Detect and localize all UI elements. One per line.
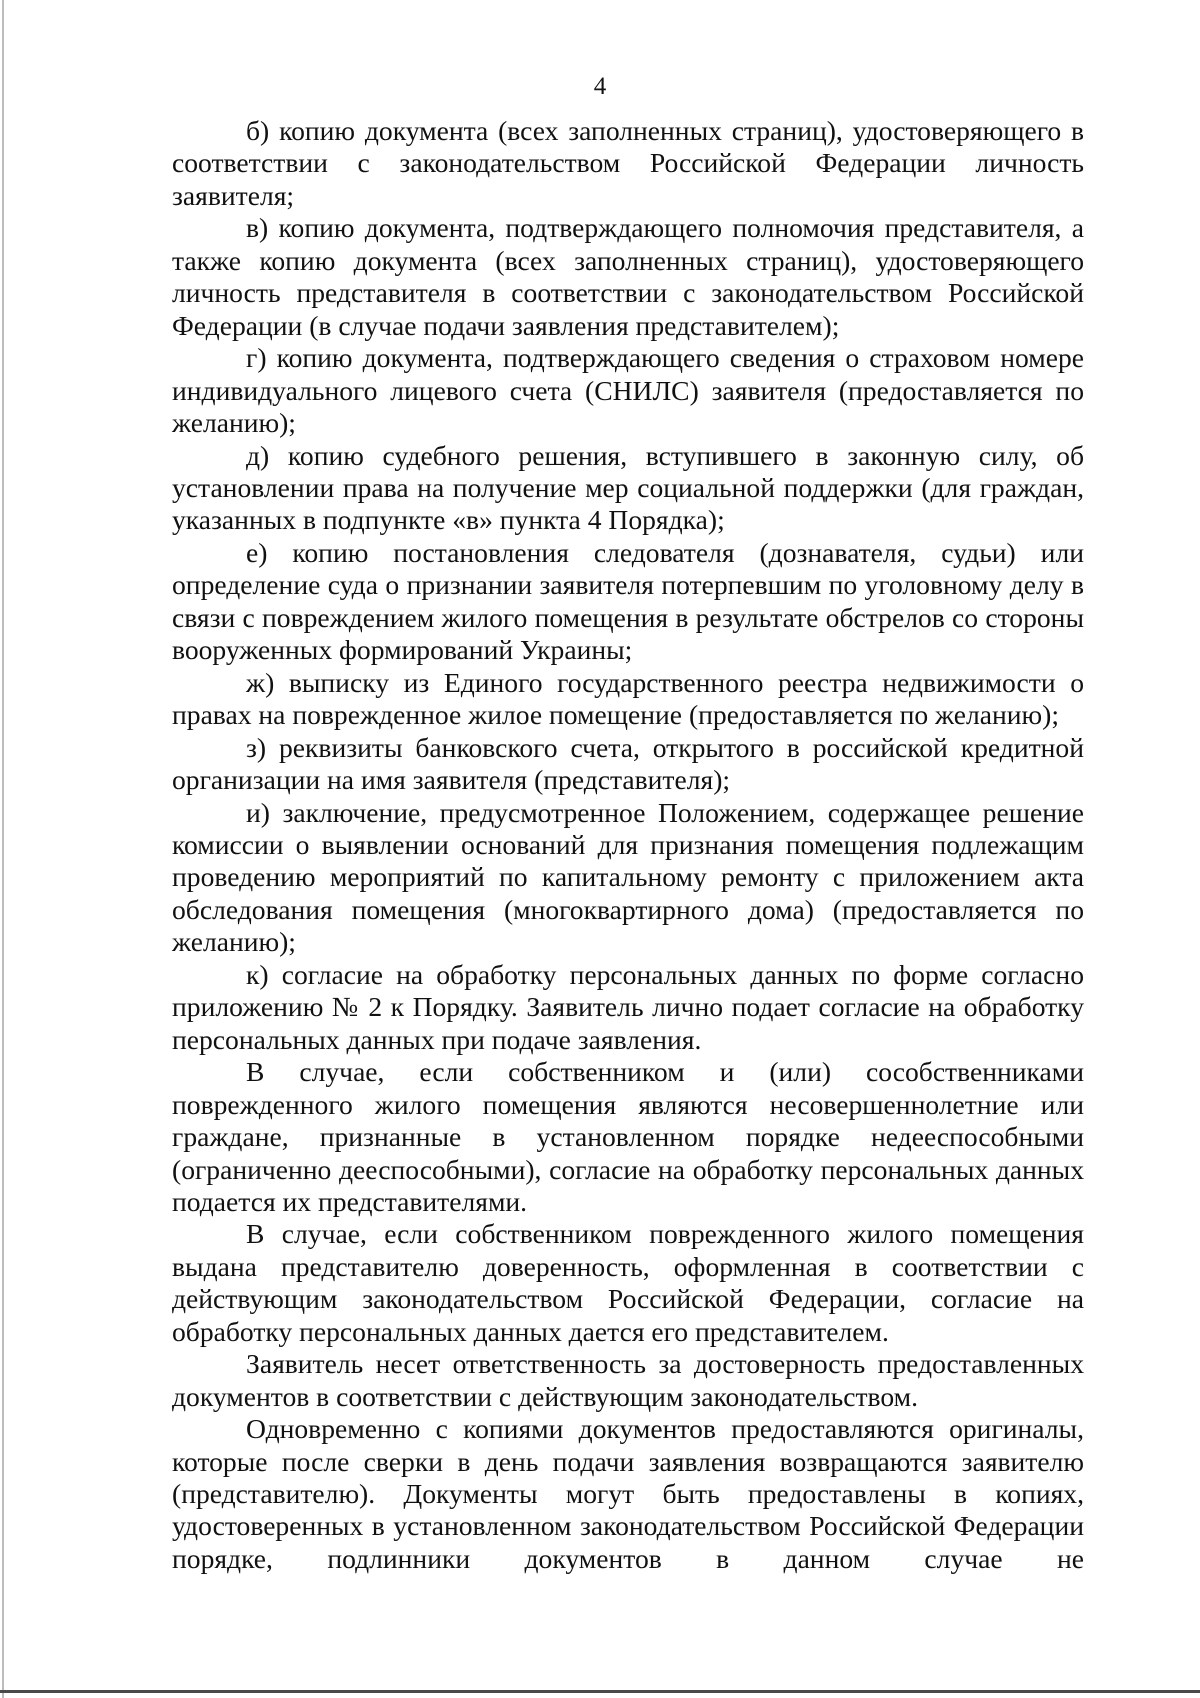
paragraph-originals: Одновременно с копиями документов предоставляются оригиналы, которые после сверки в день подачи заявления возвращаются заявителю (представителю). Документы могут быть предоставлены в копиях, удостоверенных в установленном законодательством Российской Федерации порядке, подлинники документов в данном случае не — [172, 1413, 1084, 1574]
scan-edge-left — [2, 0, 4, 1698]
document-body — [172, 115, 1084, 1575]
paragraph-item-e: е) копию постановления следователя (дознавателя, судьи) или определение суда о признании заявителя потерпевшим по уголовному делу в связи с повреждением жилого помещения в результате обстрелов со стороны вооруженных формирований Украины; — [172, 536, 1084, 666]
paragraph-item-b: б) копию документа (всех заполненных страниц), удостоверяющего в соответствии с законодательством Российской Федерации личность заявителя; — [172, 115, 1084, 211]
paragraph-power-of-attorney: В случае, если собственником поврежденного жилого помещения выдана представителю доверенность, оформленная в соответствии с действующим законодательством Российской Федерации, согласие на обработку персональных данных дается его представителем. — [172, 1218, 1084, 1347]
paragraph-minors-consent: В случае, если собственником и (или) сособственниками поврежденного жилого помещения являются несовершеннолетние или граждане, признанные в установленном порядке недееспособными (ограниченно дееспособными), согласие на обработку персональных данных подается их представителями. — [172, 1056, 1084, 1217]
paragraph-item-i: и) заключение, предусмотренное Положением, содержащее решение комиссии о выявлении оснований для признания помещения подлежащим проведению мероприятий по капитальному ремонту с приложением акта обследования помещения (многоквартирного дома) (предоставляется по желанию); — [172, 796, 1084, 958]
paragraph-item-z: з) реквизиты банковского счета, открытого в российской кредитной организации на имя заявителя (представителя); — [172, 731, 1084, 796]
paragraph-item-d: д) копию судебного решения, вступившего в законную силу, об установлении права на получение мер социальной поддержки (для граждан, указанных в подпункте «в» пункта 4 Порядка); — [172, 439, 1084, 536]
paragraph-item-k: к) согласие на обработку персональных данных по форме согласно приложению № 2 к Порядку. Заявитель лично подает согласие на обработку персональных данных при подаче заявления. — [172, 958, 1084, 1055]
paragraph-item-v: в) копию документа, подтверждающего полномочия представителя, а также копию документа (всех заполненных страниц), удостоверяющего личность представителя в соответствии с законодательством Российской Федерации (в случае подачи заявления представителем); — [172, 212, 1084, 341]
scan-edge-bottom — [0, 1690, 1200, 1693]
paragraph-item-zh: ж) выписку из Единого государственного реестра недвижимости о правах на поврежденное жилое помещение (предоставляется по желанию); — [172, 666, 1084, 731]
paragraph-item-g: г) копию документа, подтверждающего сведения о страховом номере индивидуального лицевого счета (СНИЛС) заявителя (предоставляется по желанию); — [172, 342, 1084, 439]
paragraph-responsibility: Заявитель несет ответственность за достоверность предоставленных документов в соответствии с действующим законодательством. — [172, 1348, 1084, 1412]
page-number: 4 — [593, 73, 607, 100]
